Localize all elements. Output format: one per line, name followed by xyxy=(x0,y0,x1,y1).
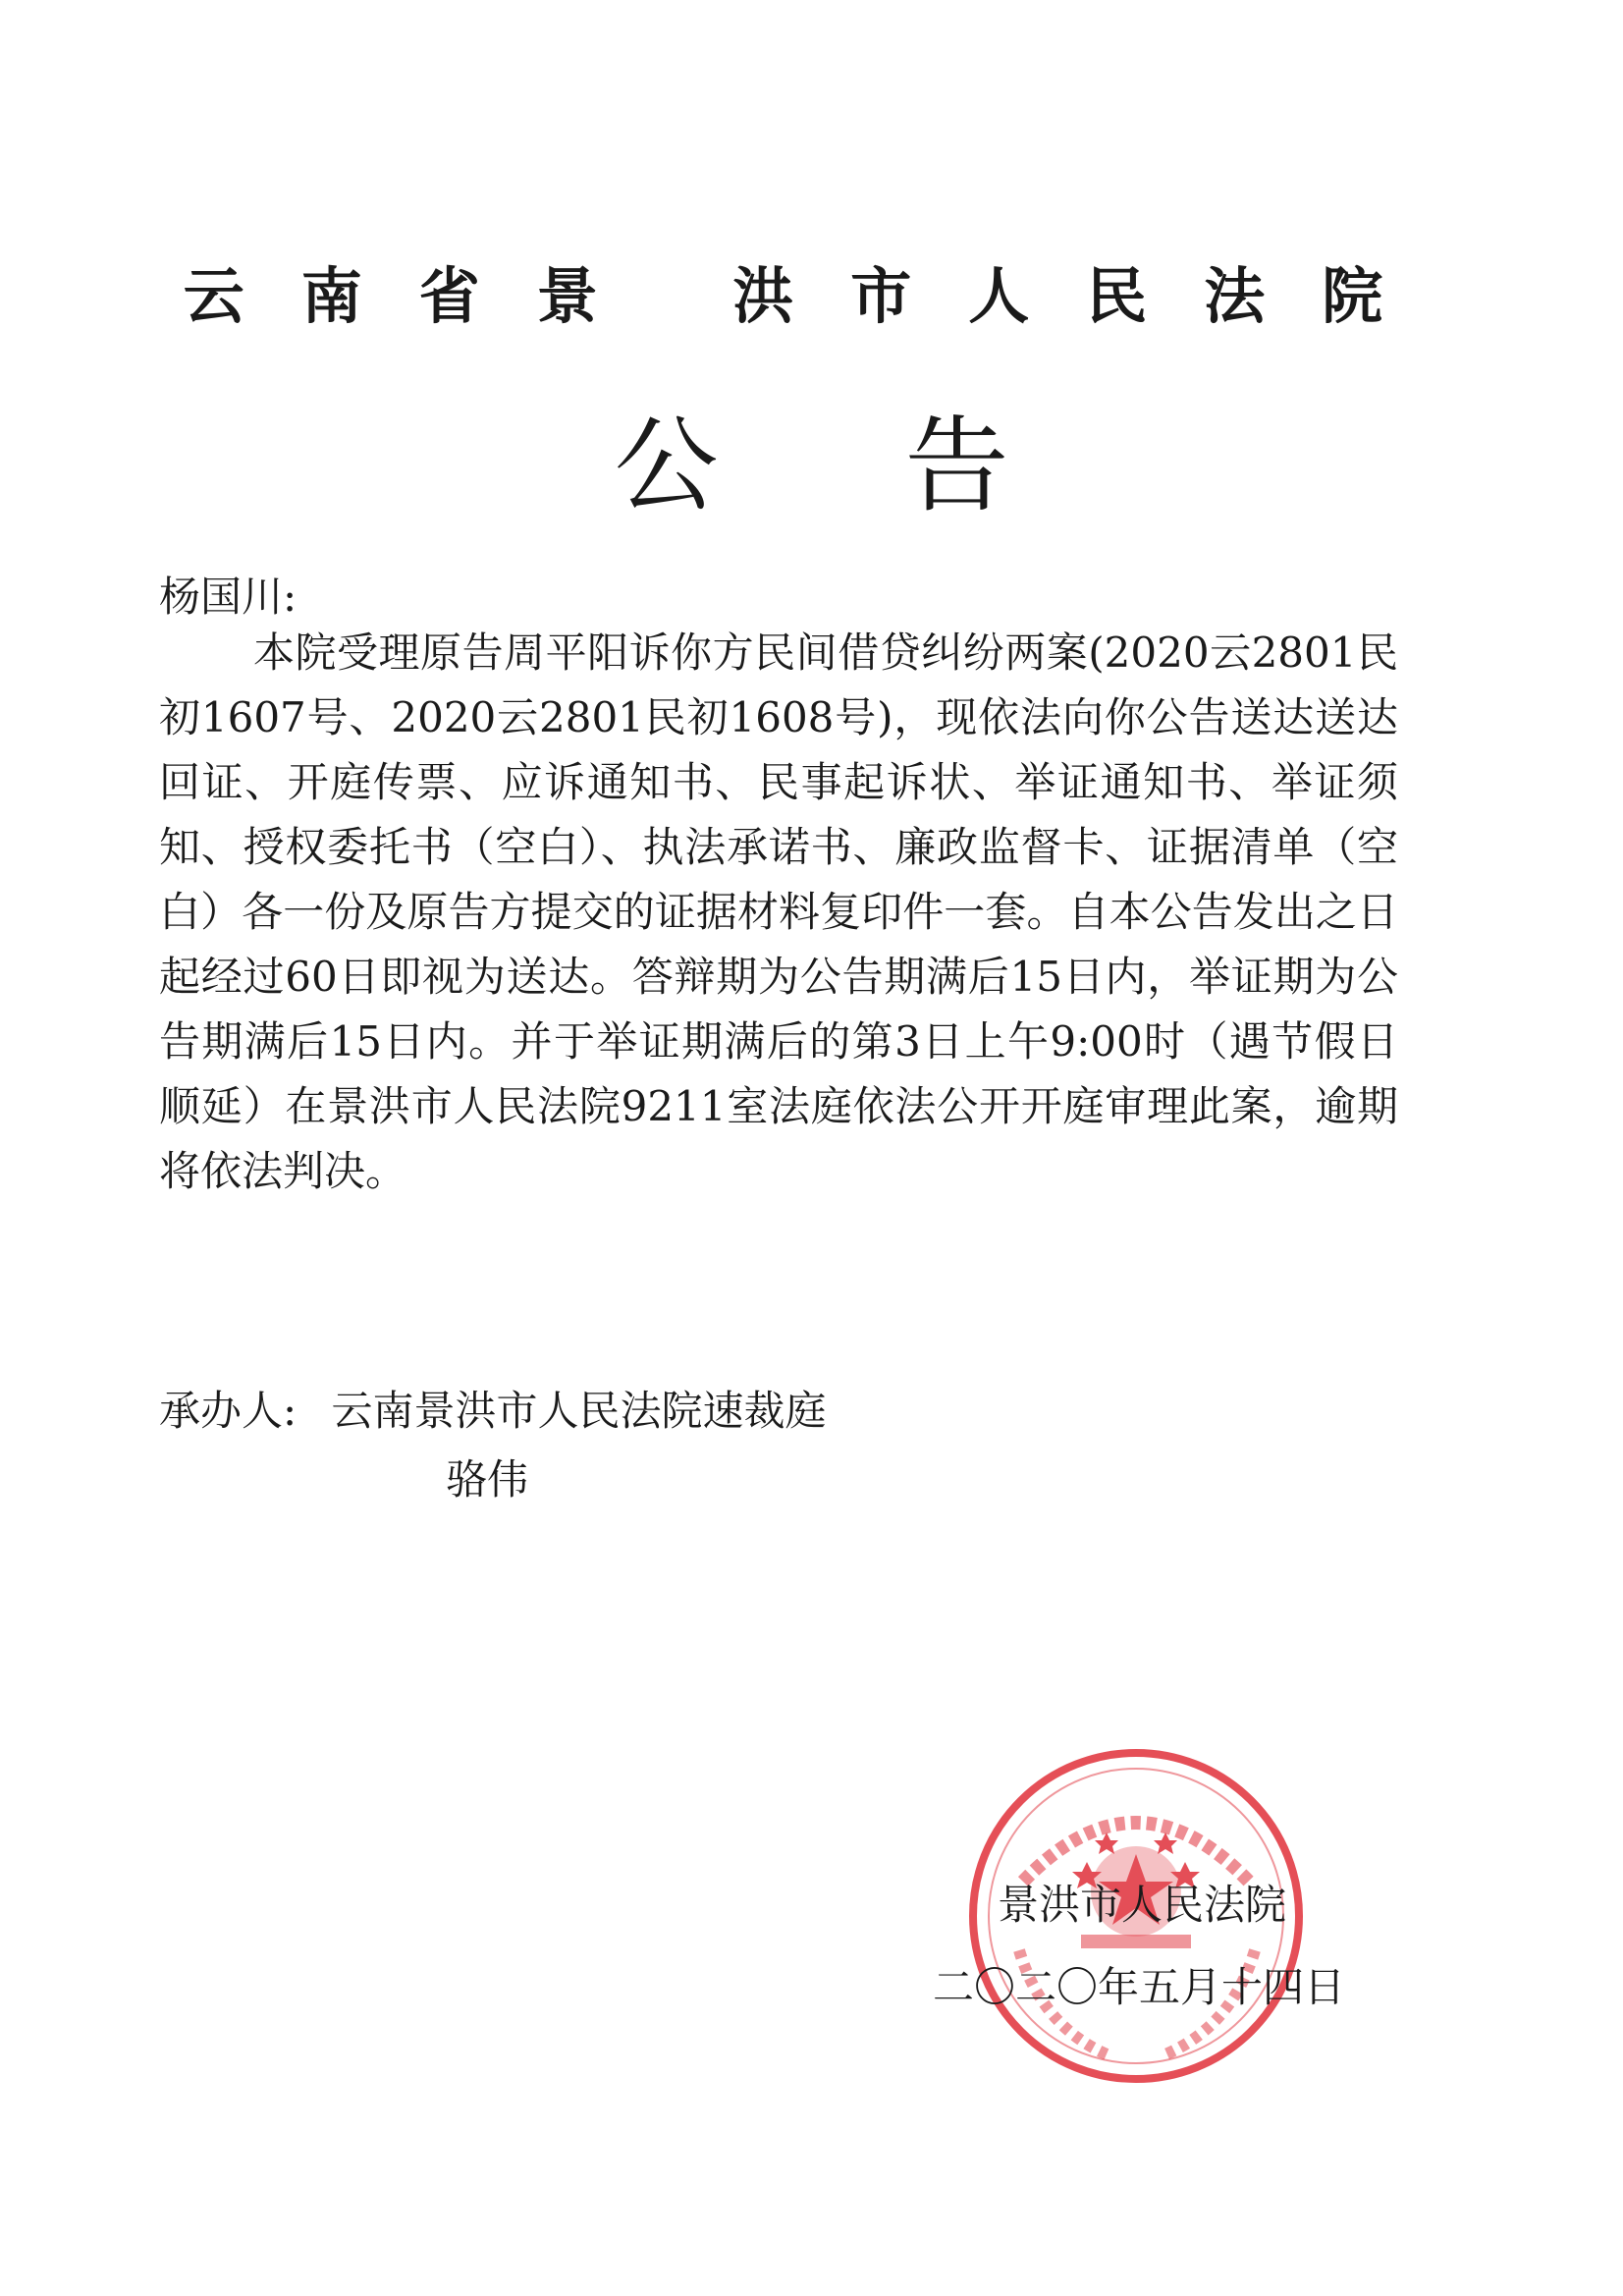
handler-department: 云南景洪市人民法院速裁庭 xyxy=(331,1387,827,1435)
issuer-name: 景洪市人民法院 xyxy=(998,1881,1287,1929)
addressee: 杨国川: xyxy=(159,573,298,621)
handler-name: 骆伟 xyxy=(446,1455,529,1503)
handler-block xyxy=(159,1377,827,1503)
notice-body: 本院受理原告周平阳诉你方民间借贷纠纷两案(2020云2801民初1607号、2020云2801民初1608号)，现依法向你公告送达送达回证、开庭传票、应诉通知书、民事起诉状、举证通知书、举证须知、授权委托书（空白）、执法承诺书、廉政监督卡、证据清单（空白）各一份及原告方提交的证据材料复印件一套。自本公告发出之日起经过60日即视为送达。答辩期为公告期满后15日内，举证期为公告期满后15日内。并于举证期满后的第3日上午9:00时（遇节假日顺延）在景洪市人民法院9211室法庭依法公开开庭审理此案，逾期将依法判决。 xyxy=(159,629,1398,1195)
issue-date: 二〇二〇年五月十四日 xyxy=(933,1963,1346,2011)
court-title: 云南省景 洪市人民法院 xyxy=(183,260,1440,332)
document-title: 公告 xyxy=(614,406,1196,526)
handler-line xyxy=(159,1377,827,1446)
handler-label: 承办人: xyxy=(159,1387,298,1435)
